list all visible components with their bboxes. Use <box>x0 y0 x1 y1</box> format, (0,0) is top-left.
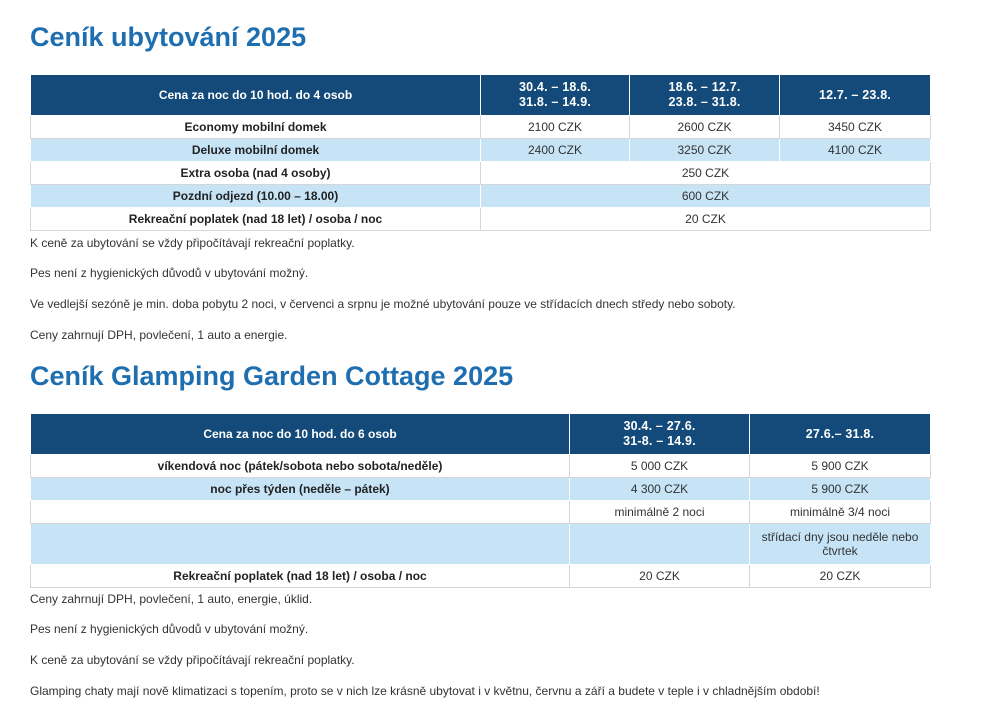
section-title-glamping: Ceník Glamping Garden Cottage 2025 <box>30 361 514 391</box>
note-paragraph: Pes není z hygienických důvodů v ubytování možný. <box>30 266 309 280</box>
note-paragraph: Ceny zahrnují DPH, povlečení, 1 auto a energie. <box>30 328 288 342</box>
note-paragraph: Pes není z hygienických důvodů v ubytování možný. <box>30 622 309 636</box>
table-row <box>31 565 931 588</box>
price-cell: 20 CZK <box>570 565 750 588</box>
header-period-2-line-1: 18.6. – 12.7. <box>668 80 741 94</box>
row-label: Rekreační poplatek (nad 18 let) / osoba / noc <box>31 208 481 231</box>
row-label: noc přes týden (neděle – pátek) <box>31 478 570 501</box>
table-row <box>31 208 931 231</box>
header-period-1-line-2: 31-8. – 14.9. <box>623 434 696 448</box>
table-row <box>31 116 931 139</box>
note-cell: minimálně 3/4 noci <box>750 501 931 524</box>
header-period-2-line-2: 23.8. – 31.8. <box>668 95 741 109</box>
price-cell: 5 000 CZK <box>570 455 750 478</box>
note-paragraph: Ve vedlejší sezóně je min. doba pobytu 2 noci, v červenci a srpnu je možné ubytování pouze ve střídacích dnech středy nebo soboty. <box>30 297 736 311</box>
row-label: Economy mobilní domek <box>31 116 481 139</box>
table-row <box>31 501 931 524</box>
price-cell: 600 CZK <box>481 185 931 208</box>
price-cell: 4 300 CZK <box>570 478 750 501</box>
note-cell <box>570 524 750 565</box>
price-cell: 20 CZK <box>481 208 931 231</box>
note-paragraph: K ceně za ubytování se vždy připočítávají rekreační poplatky. <box>30 236 355 250</box>
page-title-accommodation-prices: Ceník ubytování 2025 <box>30 22 307 52</box>
table-row <box>31 185 931 208</box>
price-cell: 5 900 CZK <box>750 478 931 501</box>
note-cell: minimálně 2 noci <box>570 501 750 524</box>
header-period-3: 12.7. – 23.8. <box>780 75 931 116</box>
header-period-2 <box>630 75 780 116</box>
price-cell: 4100 CZK <box>780 139 931 162</box>
table-row <box>31 162 931 185</box>
header-period-1-line-2: 31.8. – 14.9. <box>518 95 592 109</box>
glamping-price-table <box>30 413 931 588</box>
header-label: Cena za noc do 10 hod. do 4 osob <box>31 75 481 116</box>
row-label <box>31 524 570 565</box>
header-period-1-line-1: 30.4. – 18.6. <box>518 80 592 94</box>
row-label: víkendová noc (pátek/sobota nebo sobota/neděle) <box>31 455 570 478</box>
row-label: Rekreační poplatek (nad 18 let) / osoba / noc <box>31 565 570 588</box>
row-label: Deluxe mobilní domek <box>31 139 481 162</box>
price-cell: 5 900 CZK <box>750 455 931 478</box>
price-cell: 20 CZK <box>750 565 931 588</box>
header-label: Cena za noc do 10 hod. do 6 osob <box>31 414 570 455</box>
table-header-row <box>31 414 931 455</box>
price-cell: 2100 CZK <box>481 116 630 139</box>
accommodation-price-table <box>30 74 931 231</box>
price-cell: 2600 CZK <box>630 116 780 139</box>
price-cell: 2400 CZK <box>481 139 630 162</box>
header-period-1 <box>481 75 630 116</box>
row-label <box>31 501 570 524</box>
header-period-1 <box>570 414 750 455</box>
row-label: Extra osoba (nad 4 osoby) <box>31 162 481 185</box>
table-row <box>31 478 931 501</box>
header-period-1-line-1: 30.4. – 27.6. <box>623 419 696 433</box>
price-cell: 3450 CZK <box>780 116 931 139</box>
price-cell: 250 CZK <box>481 162 931 185</box>
header-period-2: 27.6.– 31.8. <box>750 414 931 455</box>
note-paragraph: Ceny zahrnují DPH, povlečení, 1 auto, energie, úklid. <box>30 592 313 606</box>
row-label: Pozdní odjezd (10.00 – 18.00) <box>31 185 481 208</box>
note-cell: střídací dny jsou neděle nebo čtvrtek <box>750 524 931 565</box>
table-header-row <box>31 75 931 116</box>
note-paragraph: K ceně za ubytování se vždy připočítávají rekreační poplatky. <box>30 653 355 667</box>
price-cell: 3250 CZK <box>630 139 780 162</box>
table-row <box>31 524 931 565</box>
table-row <box>31 455 931 478</box>
note-paragraph: Glamping chaty mají nově klimatizaci s topením, proto se v nich lze krásně ubytovat i v květnu, červnu a září a budete v teple i v chladnějším období! <box>30 684 820 698</box>
table-row <box>31 139 931 162</box>
